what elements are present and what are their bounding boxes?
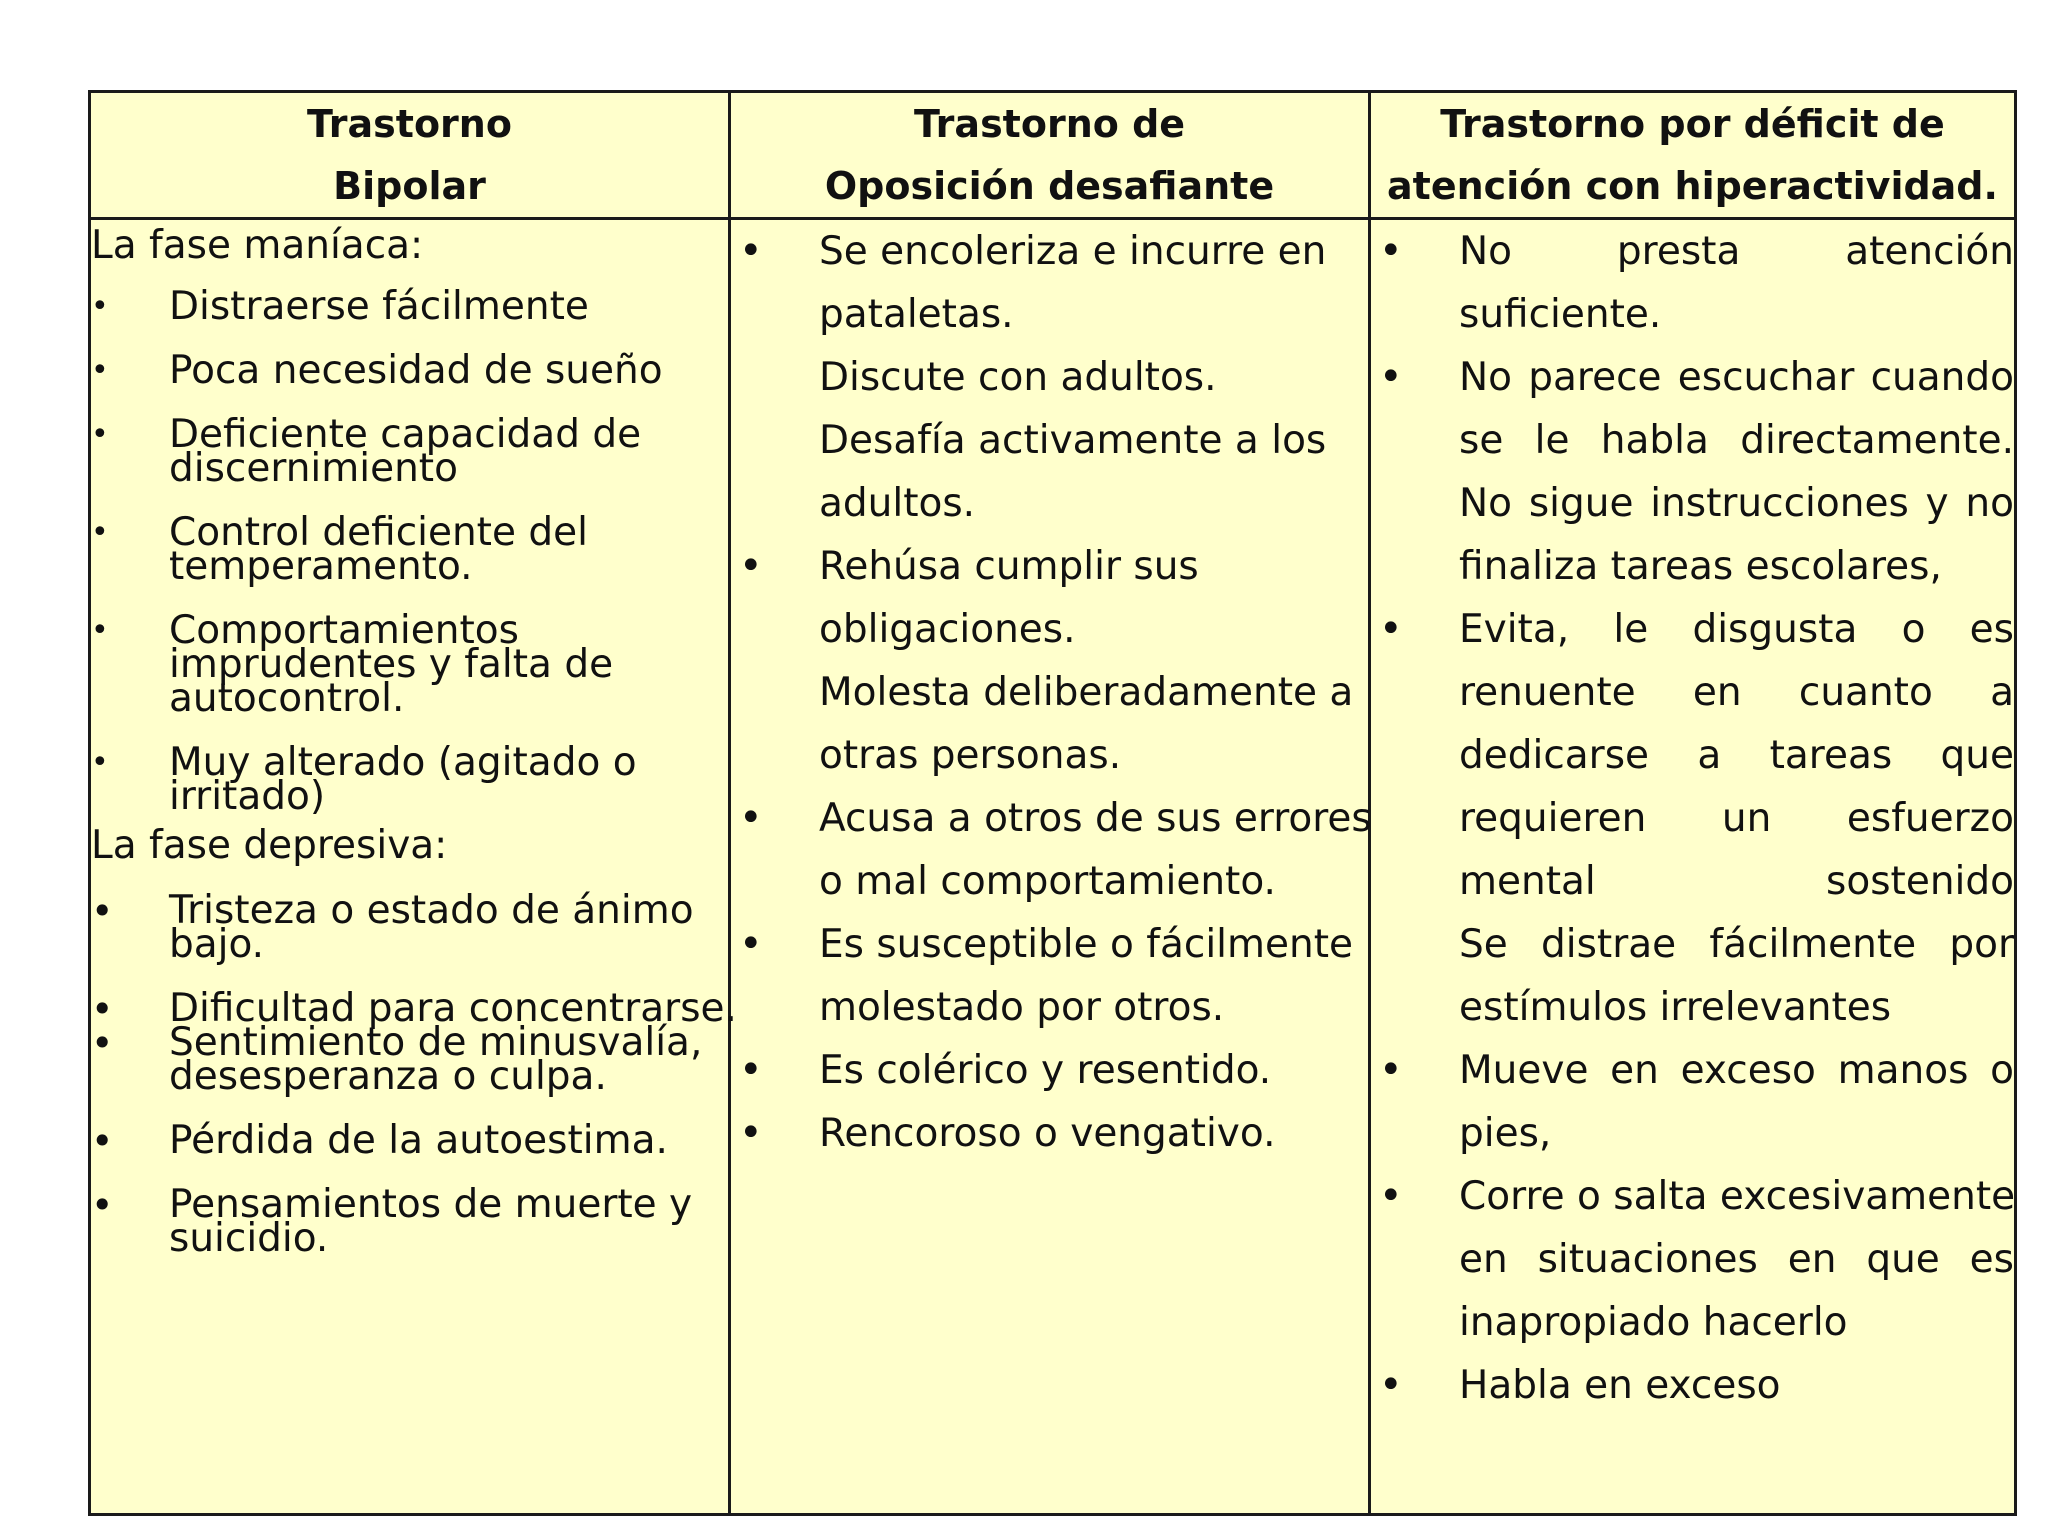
list-item bbox=[91, 348, 728, 393]
bullet-icon: • bbox=[739, 228, 763, 274]
item-text-line: adultos. bbox=[819, 481, 976, 526]
bullet-icon: • bbox=[91, 1119, 114, 1163]
header-row bbox=[90, 92, 2016, 219]
header-line: Oposición desafiante bbox=[824, 164, 1275, 208]
list-item bbox=[91, 888, 728, 967]
item-text-line: mental sostenido bbox=[1459, 859, 2014, 904]
bullet-icon: • bbox=[739, 1047, 763, 1093]
list-item bbox=[91, 1182, 728, 1261]
item-text-line: Sentimiento de minusvalía, bbox=[169, 1020, 703, 1065]
item-text-line: renuente en cuanto a bbox=[1459, 670, 2014, 715]
item-text-line: Comportamientos bbox=[169, 608, 519, 653]
header-line: Trastorno de bbox=[913, 102, 1186, 146]
item-text-line: bajo. bbox=[169, 922, 265, 967]
item-text-line: autocontrol. bbox=[169, 676, 405, 721]
manic-symptoms-list bbox=[91, 284, 728, 819]
bullet-icon: • bbox=[1379, 606, 1403, 652]
item-text-line: Es susceptible o fácilmente bbox=[819, 922, 1354, 967]
item-text-line: Discute con adultos. bbox=[819, 355, 1217, 400]
adhd-cell bbox=[1370, 219, 2016, 1515]
list-item bbox=[91, 510, 728, 589]
item-text-line: Se distrae fácilmente por bbox=[1459, 922, 2014, 967]
bullet-icon: • bbox=[739, 1110, 763, 1156]
item-text-line: inapropiado hacerlo bbox=[1459, 1300, 1848, 1345]
item-text-line: Habla en exceso bbox=[1459, 1363, 1781, 1408]
header-line: Trastorno por déficit de bbox=[1440, 102, 1945, 146]
item-text-line: Rencoroso o vengativo. bbox=[819, 1111, 1276, 1156]
bullet-icon: • bbox=[91, 987, 114, 1031]
bipolar-cell bbox=[90, 219, 737, 1515]
item-text-line: Es colérico y resentido. bbox=[819, 1048, 1272, 1093]
header-adhd bbox=[1370, 92, 2016, 219]
bullet-icon: • bbox=[91, 745, 109, 780]
item-text-line: Poca necesidad de sueño bbox=[169, 348, 663, 393]
list-item bbox=[91, 284, 728, 329]
list-item bbox=[91, 1020, 728, 1099]
manic-phase-label: La fase maníaca: bbox=[91, 223, 424, 268]
list-item bbox=[1371, 1039, 2014, 1165]
disorders-comparison-table bbox=[88, 90, 2017, 1516]
list-item bbox=[1371, 220, 2014, 346]
list-item bbox=[1371, 598, 2014, 1039]
oppositional-cell bbox=[730, 219, 1370, 1515]
adhd-symptoms-list bbox=[1371, 220, 2014, 1417]
item-text-line: molestado por otros. bbox=[819, 985, 1225, 1030]
list-item bbox=[1371, 1165, 2014, 1354]
header-oppositional bbox=[730, 92, 1370, 219]
header-line: Trastorno bbox=[307, 102, 512, 146]
item-text-line: otras personas. bbox=[819, 733, 1122, 778]
bullet-icon: • bbox=[91, 353, 109, 388]
item-text-line: Dificultad para concentrarse. bbox=[169, 986, 737, 1031]
bullet-icon: • bbox=[91, 417, 109, 452]
item-text-line: pies, bbox=[1459, 1111, 1552, 1156]
item-text-line: Se encoleriza e incurre en bbox=[819, 229, 1327, 274]
item-text-line: Desafía activamente a los bbox=[819, 418, 1327, 463]
item-text-line: Muy alterado (agitado o bbox=[169, 740, 637, 785]
bullet-icon: • bbox=[91, 515, 109, 550]
bullet-icon: • bbox=[1379, 1047, 1403, 1093]
list-item bbox=[1371, 1354, 2014, 1417]
item-text-line: imprudentes y falta de bbox=[169, 642, 614, 687]
item-text-line: desesperanza o culpa. bbox=[169, 1054, 607, 1099]
list-item bbox=[731, 1102, 1368, 1165]
item-text-line: temperamento. bbox=[169, 544, 473, 589]
header-line: atención con hiperactividad. bbox=[1387, 164, 1998, 208]
item-text-line: Molesta deliberadamente a bbox=[819, 670, 1354, 715]
item-text-line: Tristeza o estado de ánimo bbox=[169, 888, 694, 933]
item-text-line: dedicarse a tareas que bbox=[1459, 733, 2014, 778]
bullet-icon: • bbox=[91, 1021, 114, 1065]
bullet-icon: • bbox=[739, 921, 763, 967]
item-text-line: finaliza tareas escolares, bbox=[1459, 544, 1942, 589]
bullet-icon: • bbox=[91, 1183, 114, 1227]
item-text-line: suficiente. bbox=[1459, 292, 1662, 337]
item-text-line: estímulos irrelevantes bbox=[1459, 985, 1892, 1030]
item-text-line: discernimiento bbox=[169, 446, 458, 491]
item-text-line: No presta atención bbox=[1459, 229, 2014, 274]
item-text-line: Distraerse fácilmente bbox=[169, 284, 589, 329]
item-text-line: Acusa a otros de sus errores bbox=[819, 796, 1372, 841]
list-item bbox=[91, 740, 728, 819]
item-text-line: obligaciones. bbox=[819, 607, 1076, 652]
bullet-icon: • bbox=[1379, 1173, 1403, 1219]
header-line: Bipolar bbox=[333, 164, 486, 208]
item-text-line: Control deficiente del bbox=[169, 510, 588, 555]
bullet-icon: • bbox=[91, 289, 109, 324]
item-text-line: suicidio. bbox=[169, 1216, 329, 1261]
item-text-line: Pensamientos de muerte y bbox=[169, 1182, 693, 1227]
list-item bbox=[91, 608, 728, 721]
list-item bbox=[731, 220, 1368, 535]
item-text-line: No sigue instrucciones y no bbox=[1459, 481, 2014, 526]
item-text-line: No parece escuchar cuando bbox=[1459, 355, 2014, 400]
depressive-phase-label: La fase depresiva: bbox=[91, 823, 448, 868]
list-item bbox=[1371, 346, 2014, 598]
item-text-line: en situaciones en que es bbox=[1459, 1237, 2014, 1282]
item-text-line: Pérdida de la autoestima. bbox=[169, 1118, 668, 1163]
list-item bbox=[731, 787, 1372, 913]
item-text-line: o mal comportamiento. bbox=[819, 859, 1276, 904]
item-text-line: Deficiente capacidad de bbox=[169, 412, 642, 457]
bullet-icon: • bbox=[1379, 228, 1403, 274]
item-text-line: Corre o salta excesivamente bbox=[1459, 1174, 2016, 1219]
bullet-icon: • bbox=[739, 795, 763, 841]
list-item bbox=[91, 412, 728, 491]
item-text-line: pataletas. bbox=[819, 292, 1014, 337]
list-item bbox=[91, 1118, 728, 1163]
item-text-line: se le habla directamente. bbox=[1459, 418, 2014, 463]
bullet-icon: • bbox=[739, 543, 763, 589]
item-text-line: Rehúsa cumplir sus bbox=[819, 544, 1199, 589]
content-row bbox=[90, 219, 2016, 1515]
bullet-icon: • bbox=[91, 889, 114, 933]
oppositional-symptoms-list bbox=[731, 220, 1372, 1165]
item-text-line: requieren un esfuerzo bbox=[1459, 796, 2014, 841]
header-bipolar bbox=[90, 92, 730, 219]
list-item bbox=[731, 913, 1368, 1039]
list-item bbox=[731, 1039, 1368, 1102]
list-item bbox=[731, 535, 1368, 787]
depressive-symptoms-list bbox=[91, 888, 737, 1261]
bullet-icon: • bbox=[91, 613, 109, 648]
item-text-line: Evita, le disgusta o es bbox=[1459, 607, 2014, 652]
item-text-line: Mueve en exceso manos o bbox=[1459, 1048, 2014, 1093]
bullet-icon: • bbox=[1379, 354, 1403, 400]
bullet-icon: • bbox=[1379, 1362, 1403, 1408]
item-text-line: irritado) bbox=[169, 774, 326, 819]
